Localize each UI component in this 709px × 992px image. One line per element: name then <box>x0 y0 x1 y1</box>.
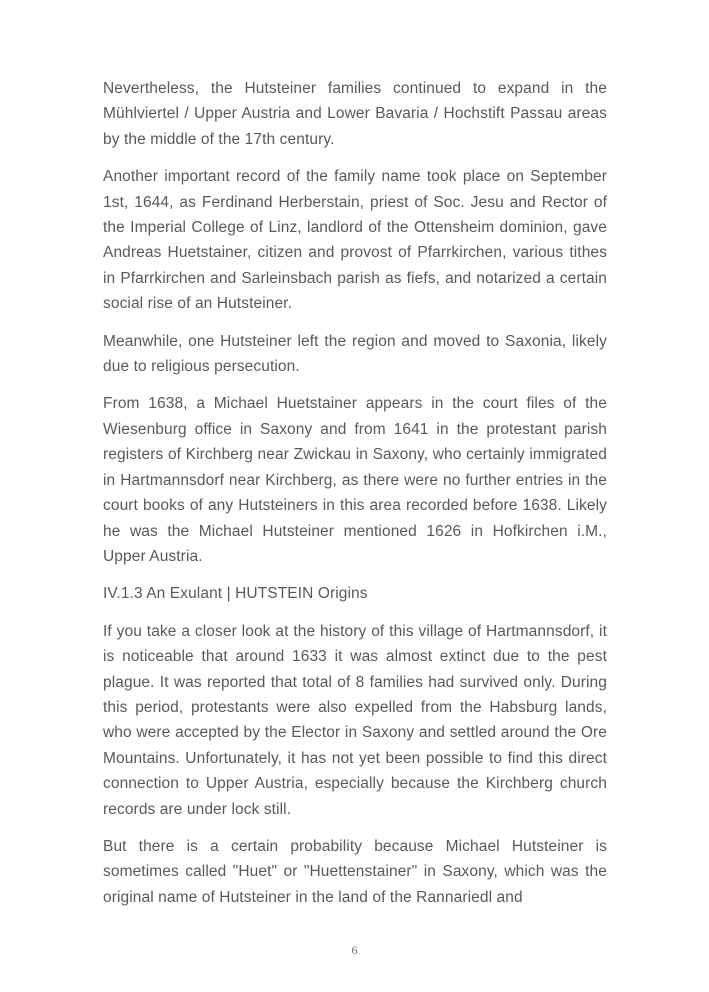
page-number: 6 <box>351 943 358 957</box>
paragraph: Another important record of the family name took place on September 1st, 1644, as Ferdinand Herberstain, priest of Soc. Jesu and Rector of the Imperial College of Linz, landlord of the Ottensheim dominion, gave Andreas Huetstainer, citizen and provost of Pfarrkirchen, various tithes in Pfarrkirchen and Sarleinsbach parish as fiefs, and notarized a certain social rise of an Hutsteiner. <box>103 168 607 313</box>
paragraph: But there is a certain probability because Michael Hutsteiner is sometimes called "Huet" or "Huettenstainer" in Saxony, which was the original name of Hutsteiner in the land of the Rannariedl and <box>103 837 607 906</box>
paragraph: Nevertheless, the Hutsteiner families continued to expand in the Mühlviertel / Upper Austria and Lower Bavaria / Hochstift Passau areas by the middle of the 17th century. <box>103 80 607 148</box>
paragraph: From 1638, a Michael Huetstainer appears in the court files of the Wiesenburg office in Saxony and from 1641 in the protestant parish registers of Kirchberg near Zwickau in Saxony, who certainly immigrated in Hartmannsdorf near Kirchberg, as there were no further entries in the court books of any Hutsteiners in this area recorded before 1638. Likely he was the Michael Hutsteiner mentioned 1626 in Hofkirchen i.M., Upper Austria. <box>103 395 607 565</box>
section-heading: IV.1.3 An Exulant | HUTSTEIN Origins <box>103 585 368 603</box>
paragraph: Meanwhile, one Hutsteiner left the region and moved to Saxonia, likely due to religious persecution. <box>103 332 607 376</box>
paragraph: If you take a closer look at the history of this village of Hartmannsdorf, it is noticeable that around 1633 it was almost extinct due to the pest plague. It was reported that total of 8 families had survived only. During this period, protestants were also expelled from the Habsburg lands, who were accepted by the Elector in Saxony and settled around the Ore Mountains. Unfortunately, it has not yet been possible to find this direct connection to Upper Austria, especially because the Kirchberg church records are under lock still. <box>103 622 607 818</box>
